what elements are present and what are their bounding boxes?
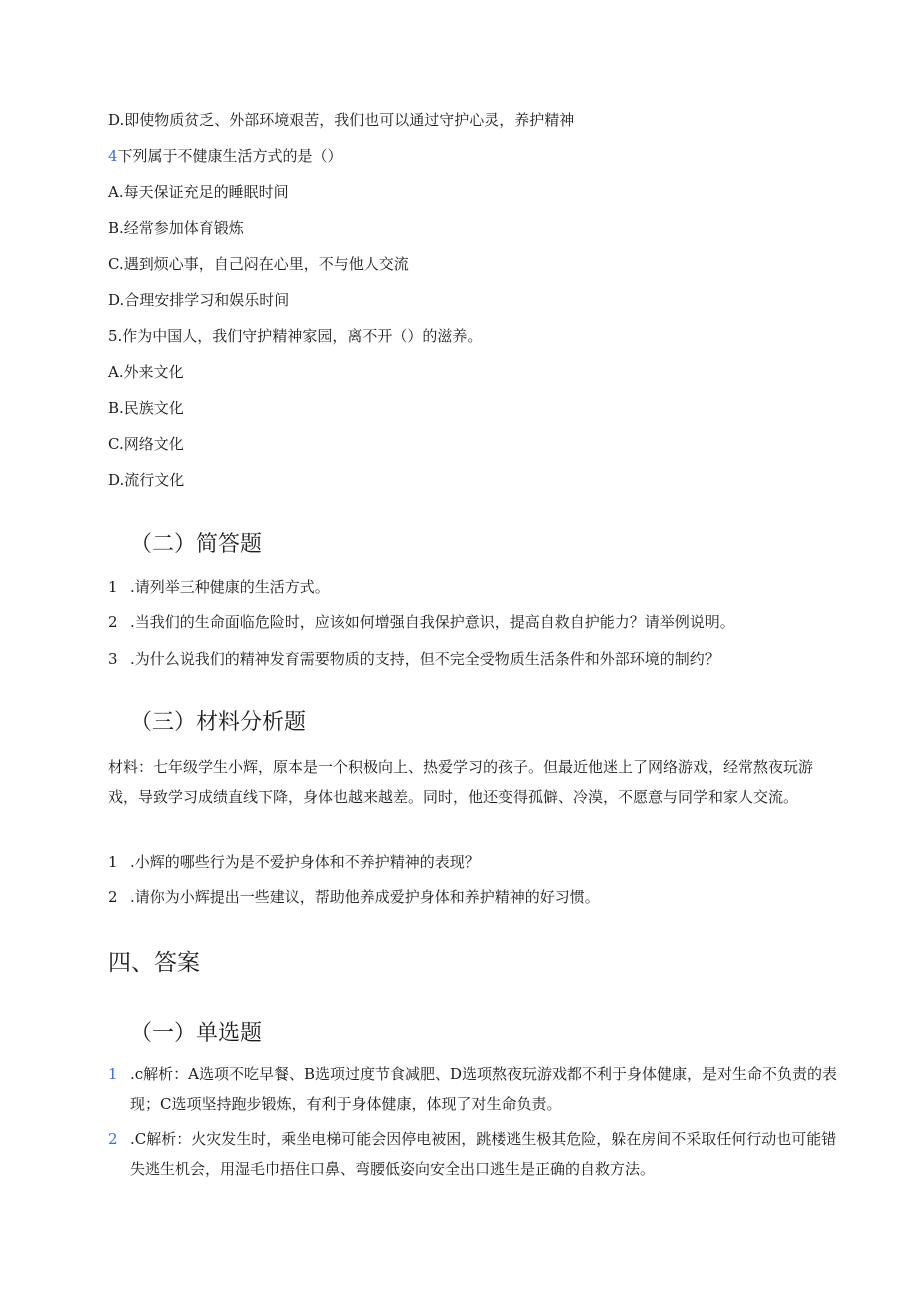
q5-stem: 5.作为中国人，我们守护精神家园，离不开（）的滋养。 — [108, 327, 483, 345]
q4-option-a: A.每天保证充足的睡眠时间 — [108, 183, 289, 201]
item-text: .C解析：火灾发生时，乘坐电梯可能会因停电被困，跳楼逃生极其危险，躲在房间不采取任何行动也可能错失逃生机会，用湿毛巾捂住口鼻、弯腰低姿向安全出口逃生是正确的自救方法。 — [130, 1130, 837, 1178]
short-answer-item — [108, 613, 820, 631]
answer-item — [108, 1124, 842, 1184]
q4-stem-text: 下列属于不健康生活方式的是（） — [117, 147, 343, 165]
item-number: 1 — [108, 853, 118, 871]
item-text: .c解析：A选项不吃早餐、B选项过度节食减肥、D选项熬夜玩游戏都不利于身体健康，是对生命不负责的表现；C选项坚持跑步锻炼，有利于身体健康，体现了对生命负责。 — [130, 1065, 838, 1113]
item-number: 1 — [108, 1065, 118, 1083]
item-number: 2 — [108, 1130, 118, 1148]
single-choice-heading: （一）单选题 — [130, 1021, 263, 1046]
q4-option-c: C.遇到烦心事，自己闷在心里，不与他人交流 — [108, 255, 409, 273]
short-answer-item — [108, 578, 820, 596]
q4-option-d: D.合理安排学习和娱乐时间 — [108, 291, 290, 309]
answer-item — [108, 1059, 842, 1119]
q4-option-b: B.经常参加体育锻炼 — [108, 219, 244, 237]
material-text: 材料：七年级学生小辉，原本是一个积极向上、热爱学习的孩子。但最近他迷上了网络游戏，经常熬夜玩游戏，导致学习成绩直线下降，身体也越来越差。同时，他还变得孤僻、冷漠，不愿意与同学和家人交流。 — [108, 758, 814, 806]
material-item — [108, 888, 820, 906]
short-answer-item — [108, 650, 820, 668]
item-text: .请列举三种健康的生活方式。 — [130, 578, 330, 596]
material-item — [108, 853, 820, 871]
q3-option-d: D.即使物质贫乏、外部环境艰苦，我们也可以通过守护心灵，养护精神 — [108, 111, 575, 129]
q4-stem — [108, 147, 820, 165]
item-text: .当我们的生命面临危险时，应该如何增强自我保护意识，提高自救自护能力？请举例说明。 — [130, 613, 735, 631]
item-number: 2 — [108, 888, 118, 906]
item-number: 1 — [108, 578, 118, 596]
q5-option-c: C.网络文化 — [108, 435, 184, 453]
q4-number: 4 — [108, 147, 118, 165]
material-heading: （三）材料分析题 — [130, 710, 307, 735]
item-text: .小辉的哪些行为是不爱护身体和不养护精神的表现？ — [130, 853, 480, 871]
q5-option-d: D.流行文化 — [108, 471, 185, 489]
item-text: .为什么说我们的精神发育需要物质的支持，但不完全受物质生活条件和外部环境的制约？ — [130, 650, 720, 668]
item-number: 2 — [108, 613, 118, 631]
q5-option-a: A.外来文化 — [108, 363, 184, 381]
q5-option-b: B.民族文化 — [108, 399, 184, 417]
answers-heading: 四、答案 — [108, 950, 200, 976]
item-text: .请你为小辉提出一些建议，帮助他养成爱护身体和养护精神的好习惯。 — [130, 888, 600, 906]
short-answer-heading: （二）简答题 — [130, 532, 263, 557]
item-number: 3 — [108, 650, 118, 668]
